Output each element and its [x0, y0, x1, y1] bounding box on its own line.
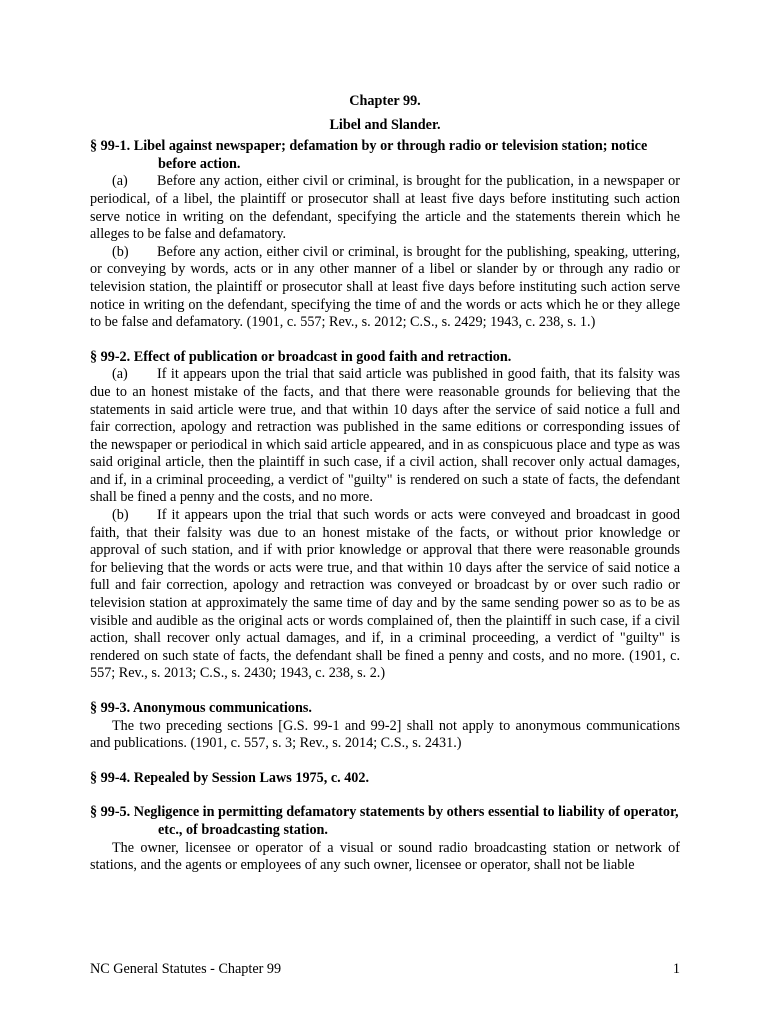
paragraph-text: The owner, licensee or operator of a visual or sound radio broadcasting station or network of stations, and the agents or employees of any such owner, licensee or operator, shall not be liable — [90, 839, 680, 874]
section-99-4 — [90, 770, 680, 788]
paragraph — [90, 718, 680, 753]
paragraph-text: Before any action, either civil or criminal, is brought for the publishing, speaking, uttering, or conveying by words, acts or in any other manner of a libel or slander by or through any radio or television station, the plaintiff or prosecutor shall at least five days before instituting such action serve notice in writing on the defendant, specifying the time of and the words or acts which he or they allege to be false and defamatory. (1901, c. 557; Rev., s. 2012; C.S., s. 2429; 1943, c. 238, s. 1.) — [90, 243, 680, 331]
chapter-title: Libel and Slander. — [329, 116, 441, 133]
section-heading: § 99-5. Negligence in permitting defamatory statements by others essential to liability of operator, etc., of broadcasting station. — [90, 804, 679, 838]
page-content — [90, 93, 680, 875]
paragraph — [90, 840, 680, 875]
chapter-number: Chapter 99. — [349, 93, 421, 109]
section-heading: § 99-4. Repealed by Session Laws 1975, c. 402. — [90, 769, 370, 786]
section-heading: § 99-2. Effect of publication or broadcast in good faith and retraction. — [90, 348, 512, 365]
paragraph — [90, 173, 680, 243]
section-99-5 — [90, 804, 680, 874]
paragraph-text: If it appears upon the trial that said article was published in good faith, that its falsity was due to an honest mistake of the facts, and that there were reasonable grounds for believing that the statements in said article were true, and that within 10 days after the service of said notice a full and fair correction, apology and retraction was published in the same editions or corresponding issues of the newspaper or periodical in which said article appeared, and in as conspicuous place and type as was said original article, then the plaintiff in such case, if a civil action, shall recover only actual damages, and if, in a criminal proceeding, a verdict of "guilty" is rendered on such a state of facts, the defendant shall be fined a penny and the costs, and no more. — [90, 366, 680, 506]
spacer — [90, 683, 680, 700]
paragraph-label: (a) — [112, 173, 128, 190]
paragraph-label: (a) — [112, 366, 128, 383]
section-99-3 — [90, 700, 680, 753]
paragraph-text: If it appears upon the trial that such words or acts were conveyed and broadcast in good faith, that their falsity was due to an honest mistake of the facts, or without prior knowledge or approval of such station, and if with prior knowledge or approval that there were reasonable grounds for believing that the words or acts were true, and that within 10 days after the service of said notice a full and fair correction, apology and retraction was conveyed or broadcast by or over such radio or television station at approximately the same time of day and by the same sending power so as to be as visible and audible as the original acts or words complained of, then the plaintiff in such case, if a civil action, shall recover only actual damages, and if, in a criminal proceeding, a verdict of "guilty" is rendered on such state of facts, the defendant shall be fined a penny and costs, and no more. (1901, c. 557; Rev., s. 2013; C.S., s. 2430; 1943, c. 238, s. 2.) — [90, 507, 680, 682]
paragraph-label: (b) — [112, 507, 129, 524]
footer-source: NC General Statutes - Chapter 99 — [90, 961, 282, 977]
paragraph — [90, 507, 680, 683]
spacer — [90, 787, 680, 804]
paragraph — [90, 244, 680, 332]
paragraph-label: (b) — [112, 243, 129, 260]
paragraph — [90, 366, 680, 507]
spacer — [90, 753, 680, 770]
paragraph-text: Before any action, either civil or criminal, is brought for the publication, in a newspaper or periodical, of a libel, the plaintiff or prosecutor shall at least five days before instituting such action serve notice in writing on the defendant, specifying the article and the statements therein which he alleges to be false and defamatory. — [90, 173, 680, 243]
section-99-2 — [90, 349, 680, 683]
page-number: 1 — [672, 961, 680, 977]
section-heading: § 99-3. Anonymous communications. — [90, 700, 312, 716]
spacer — [90, 332, 680, 349]
section-99-1 — [90, 138, 680, 332]
section-heading: § 99-1. Libel against newspaper; defamation by or through radio or television station; notice before action. — [90, 138, 648, 172]
paragraph-text: The two preceding sections [G.S. 99-1 and 99-2] shall not apply to anonymous communications and publications. (1901, c. 557, s. 3; Rev., s. 2014; C.S., s. 2431.) — [90, 717, 680, 752]
